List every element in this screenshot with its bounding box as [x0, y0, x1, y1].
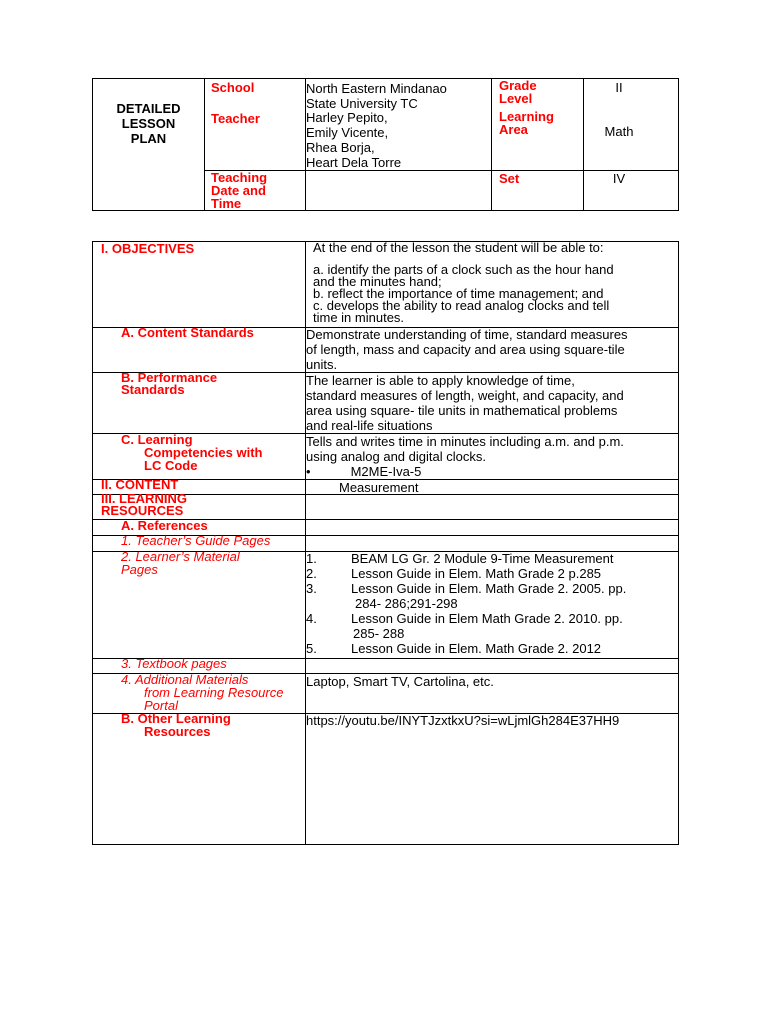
list-item: 5. Lesson Guide in Elem. Math Grade 2. 2012	[306, 641, 602, 656]
list-item: 3. Lesson Guide in Elem. Math Grade 2. 2005. pp.	[306, 581, 627, 596]
grade-level-value: II	[615, 80, 623, 95]
teacher-label: Teacher	[211, 111, 260, 126]
other-resources-label: B. Other Learning Resources	[121, 711, 231, 739]
additional-materials-value: Laptop, Smart TV, Cartolina, etc.	[306, 674, 494, 689]
school-label: School	[211, 80, 255, 95]
list-item: 285- 288	[353, 626, 405, 641]
set-label: Set	[499, 171, 520, 186]
references-label: A. References	[121, 518, 208, 533]
lesson-plan-body-table	[92, 241, 679, 845]
content-value: Measurement	[339, 480, 419, 495]
teaching-date-label: Teaching Date and Time	[211, 170, 268, 211]
teacher-names: Harley Pepito, Emily Vicente, Rhea Borja, Heart Dela Torre	[306, 110, 402, 170]
learning-area-label: Learning Area	[499, 109, 554, 137]
list-item: 2. Lesson Guide in Elem. Math Grade 2 p.285	[306, 566, 602, 581]
performance-standards-text: The learner is able to apply knowledge of time, standard measures of length, weight, and capacity, and area using square- tile units in mathematical problems and real-life situations	[306, 373, 624, 433]
list-item: 284- 286;291-298	[355, 596, 458, 611]
objectives-label: I. OBJECTIVES	[101, 241, 195, 256]
learners-material-label: 2. Learner’s Material Pages	[121, 549, 240, 577]
other-resources-link[interactable]: https://youtu.be/INYTJzxtkxU?si=wLjmlGh284E37HH9	[306, 713, 620, 728]
bullet: •	[306, 464, 311, 479]
content-label: II. CONTENT	[101, 477, 179, 492]
learning-resources-label: III. LEARNING RESOURCES	[101, 491, 187, 518]
content-standards-label: A. Content Standards	[121, 325, 254, 340]
teachers-guide-label: 1. Teacher’s Guide Pages	[121, 533, 271, 548]
set-value: IV	[612, 171, 626, 186]
objectives-intro: At the end of the lesson the student will be able to:	[313, 240, 604, 255]
competencies-label: C. Learning Competencies with LC Code	[121, 432, 263, 473]
textbook-pages-label: 3. Textbook pages	[121, 656, 227, 671]
plan-title: DETAILED LESSON PLAN	[116, 101, 181, 146]
lc-code: M2ME-Iva-5	[350, 464, 422, 479]
school-value: North Eastern Mindanao State University TC	[306, 81, 447, 111]
performance-standards-label: B. Performance Standards	[121, 370, 218, 397]
objectives-list: a. identify the parts of a clock such as the hour hand and the minutes hand; b. reflect the importance of time management; and c. develops the ability to read analog clocks and tell time in minutes.	[313, 262, 614, 325]
grade-level-label: Grade Level	[499, 78, 537, 106]
competencies-text: Tells and writes time in minutes including a.m. and p.m. using analog and digital clocks. • M2ME-Iva-5	[306, 434, 624, 479]
learners-material-list	[306, 551, 626, 656]
learning-area-value: Math	[604, 124, 634, 139]
lesson-plan-header-table	[92, 78, 679, 211]
list-item: 1. BEAM LG Gr. 2 Module 9-Time Measurement	[306, 551, 614, 566]
additional-materials-label: 4. Additional Materials from Learning Resource Portal	[121, 672, 284, 713]
list-item: 4. Lesson Guide in Elem Math Grade 2. 2010. pp.	[306, 611, 623, 626]
content-standards-text: Demonstrate understanding of time, standard measures of length, mass and capacity and area using square-tile units.	[306, 327, 628, 372]
